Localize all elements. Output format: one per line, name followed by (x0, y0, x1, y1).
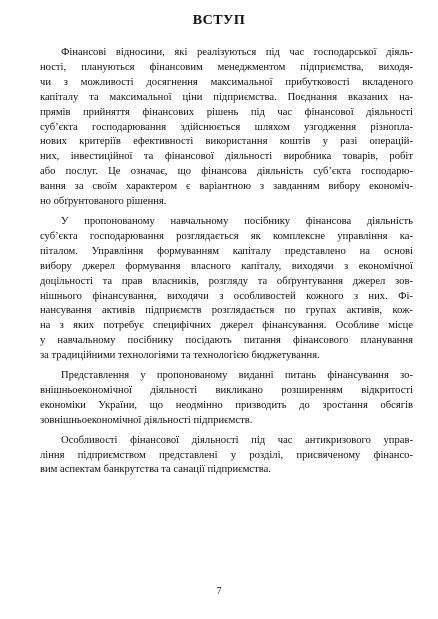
page-number: 7 (216, 586, 222, 597)
paragraph (40, 434, 413, 479)
text-line: суб’єкта господарювання здійснюється шляхом узгодження різнопла- (40, 121, 413, 133)
text-line: чи з можливості досягнення максимальної прибутковості вкладеного (40, 76, 413, 88)
text-line: Особливості фінансової діяльності під час антикризового управ- (61, 434, 413, 446)
text-line: капіталу та максимальної ціни підприємства. Поєднання вказаних на- (40, 91, 413, 103)
text-line: У пропонованому навчальному посібнику фінансова діяльність (61, 215, 413, 227)
text-line: вибору джерел формування власного капіталу, виходячи з економічної (40, 260, 413, 272)
text-line: вання за своїм характером є варіантною з завданням вибору економіч- (40, 181, 413, 193)
paragraph (40, 215, 413, 364)
paragraph (40, 369, 413, 429)
text-line: доцільності та прав власників, розгляду та обґрунтування джерел зов- (40, 275, 413, 287)
text-line: у навчальному посібнику посідають питання фінансового планування (40, 335, 413, 347)
paragraph (40, 46, 413, 210)
page-title: ВСТУП (192, 13, 246, 28)
body-text (40, 46, 413, 483)
text-line: вим аспектам банкрутства та санації підприємства. (40, 464, 271, 476)
text-line: за традиційними технологіями та технологією бюджетування. (40, 350, 320, 362)
text-line: нових критеріїв ефективності використання коштів у разі операцій- (40, 136, 413, 148)
text-line: Представлення у пропонованому виданні питань фінансування зо- (61, 370, 413, 382)
text-line: ності, плануються фінансовим менеджментом підприємства, виходя- (40, 61, 413, 73)
text-line: суб’єкта господарювання розглядається як комплексне управління ка- (40, 230, 413, 242)
text-line: ління підприємством представлені у розділі, присвяченому фінансо- (40, 449, 413, 461)
text-line: внішньоекономічної діяльності викликано розширенням відкритості (40, 384, 413, 396)
text-line: но обґрунтованого рішення. (40, 196, 167, 208)
text-line: них, інвестиційної та фінансової діяльності виробника товарів, робіт (40, 151, 413, 163)
text-line: нансування активів підприємств розглядається по групах активів, кож- (40, 305, 413, 317)
text-line: нішнього фінансування, виходячи з особливостей кожного з них. Фі- (40, 290, 413, 302)
text-line: зовнішньоекономічної діяльності підприємств. (40, 414, 253, 426)
text-line: або послуг. Це означає, що фінансова діяльність суб’єкта господарю- (40, 166, 413, 178)
text-line: на з яких потребує специфічних джерел фінансування. Особливе місце (40, 320, 413, 332)
text-line: прямів прийняття фінансових рішень під час фінансової діяльності (40, 106, 413, 118)
text-line: піталом. Управління формуванням капіталу представлено на основі (40, 245, 413, 257)
text-line: економіки України, що неодмінно призводить до зростання обсягів (40, 399, 413, 411)
text-line: Фінансові відносини, які реалізуються під час господарської діяль- (61, 47, 413, 58)
